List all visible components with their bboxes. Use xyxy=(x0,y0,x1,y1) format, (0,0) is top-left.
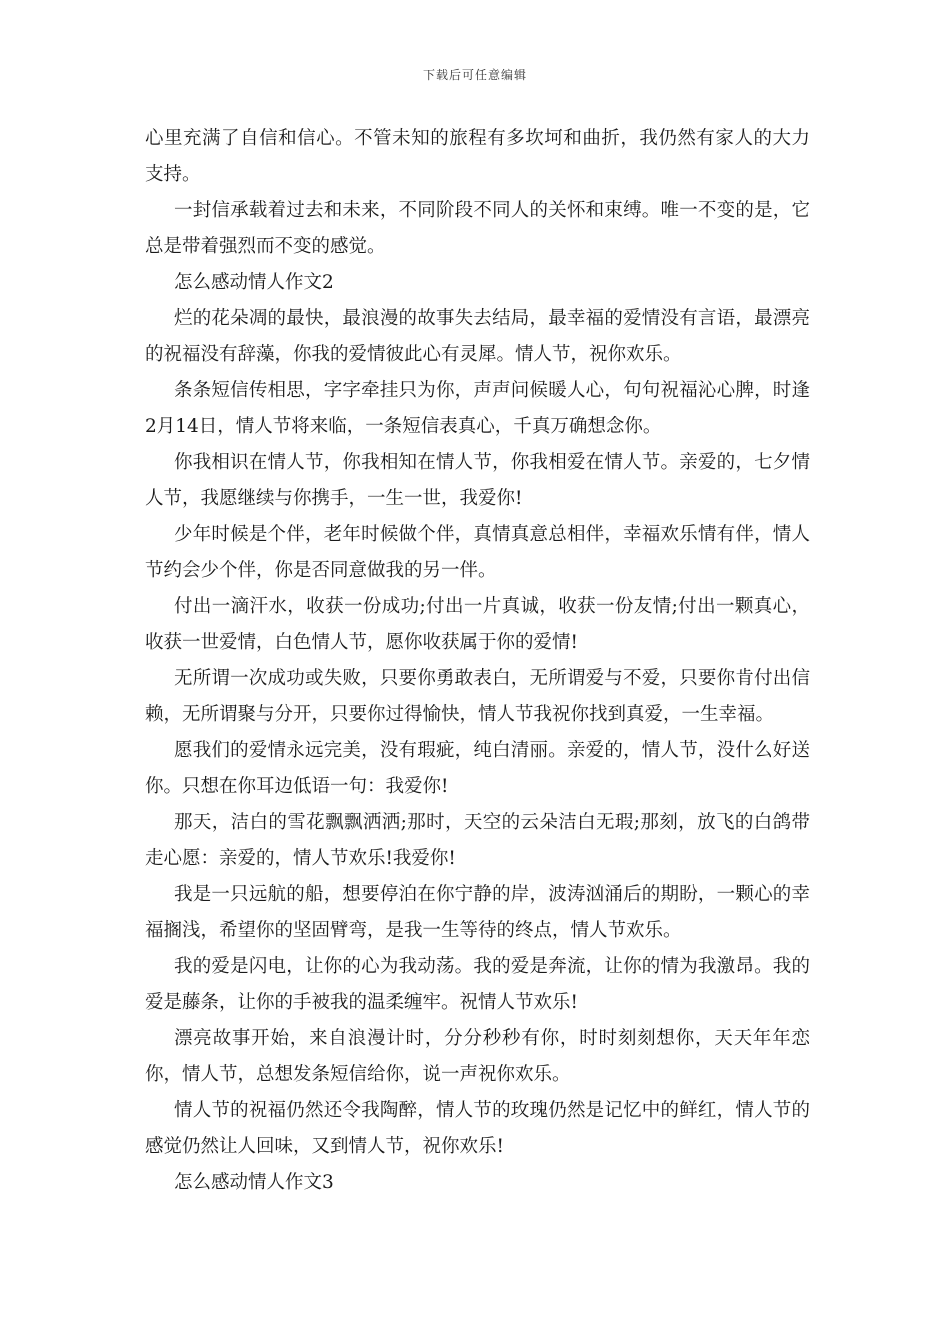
paragraph: 你我相识在情人节，你我相知在情人节，你我相爱在情人节。亲爱的，七夕情人节，我愿继续与你携手，一生一世，我爱你! xyxy=(145,452,810,509)
paragraph: 我是一只远航的船，想要停泊在你宁静的岸，波涛汹涌后的期盼，一颗心的幸福搁浅，希望你的坚固臂弯，是我一生等待的终点，情人节欢乐。 xyxy=(145,884,810,941)
page-header: 下载后可任意编辑 xyxy=(422,68,527,82)
paragraph: 一封信承载着过去和未来，不同阶段不同人的关怀和束缚。唯一不变的是，它总是带着强烈而不变的感觉。 xyxy=(145,200,810,257)
paragraph: 那天，洁白的雪花飘飘洒洒;那时，天空的云朵洁白无瑕;那刻，放飞的白鸽带走心愿：亲爱的，情人节欢乐!我爱你! xyxy=(145,812,810,869)
section-heading: 怎么感动情人作文2 xyxy=(174,272,334,293)
paragraph: 情人节的祝福仍然还令我陶醉，情人节的玫瑰仍然是记忆中的鲜红，情人节的感觉仍然让人回味，又到情人节，祝你欢乐! xyxy=(145,1100,810,1157)
document-body xyxy=(145,121,810,1201)
paragraph: 付出一滴汗水，收获一份成功;付出一片真诚，收获一份友情;付出一颗真心，收获一世爱情，白色情人节，愿你收获属于你的爱情! xyxy=(145,596,810,653)
paragraph: 烂的花朵凋的最快，最浪漫的故事失去结局，最幸福的爱情没有言语，最漂亮的祝福没有辞藻，你我的爱情彼此心有灵犀。情人节，祝你欢乐。 xyxy=(145,308,810,365)
paragraph: 我的爱是闪电，让你的心为我动荡。我的爱是奔流，让你的情为我激昂。我的爱是藤条，让你的手被我的温柔缠牢。祝情人节欢乐! xyxy=(145,956,810,1013)
paragraph: 条条短信传相思，字字牵挂只为你，声声问候暖人心，句句祝福沁心脾，时逢2月14日，情人节将来临，一条短信表真心，千真万确想念你。 xyxy=(145,380,810,437)
paragraph: 无所谓一次成功或失败，只要你勇敢表白，无所谓爱与不爱，只要你肯付出信赖，无所谓聚与分开，只要你过得愉快，情人节我祝你找到真爱，一生幸福。 xyxy=(145,668,810,725)
paragraph: 漂亮故事开始，来自浪漫计时，分分秒秒有你，时时刻刻想你，天天年年恋你，情人节，总想发条短信给你，说一声祝你欢乐。 xyxy=(145,1028,810,1085)
paragraph: 少年时候是个伴，老年时候做个伴，真情真意总相伴，幸福欢乐情有伴，情人节约会少个伴，你是否同意做我的另一伴。 xyxy=(145,524,810,581)
paragraph-continued: 心里充满了自信和信心。不管未知的旅程有多坎坷和曲折，我仍然有家人的大力支持。 xyxy=(145,128,810,185)
section-heading: 怎么感动情人作文3 xyxy=(174,1172,334,1193)
paragraph: 愿我们的爱情永远完美，没有瑕疵，纯白清丽。亲爱的，情人节，没什么好送你。只想在你耳边低语一句：我爱你! xyxy=(145,740,810,797)
